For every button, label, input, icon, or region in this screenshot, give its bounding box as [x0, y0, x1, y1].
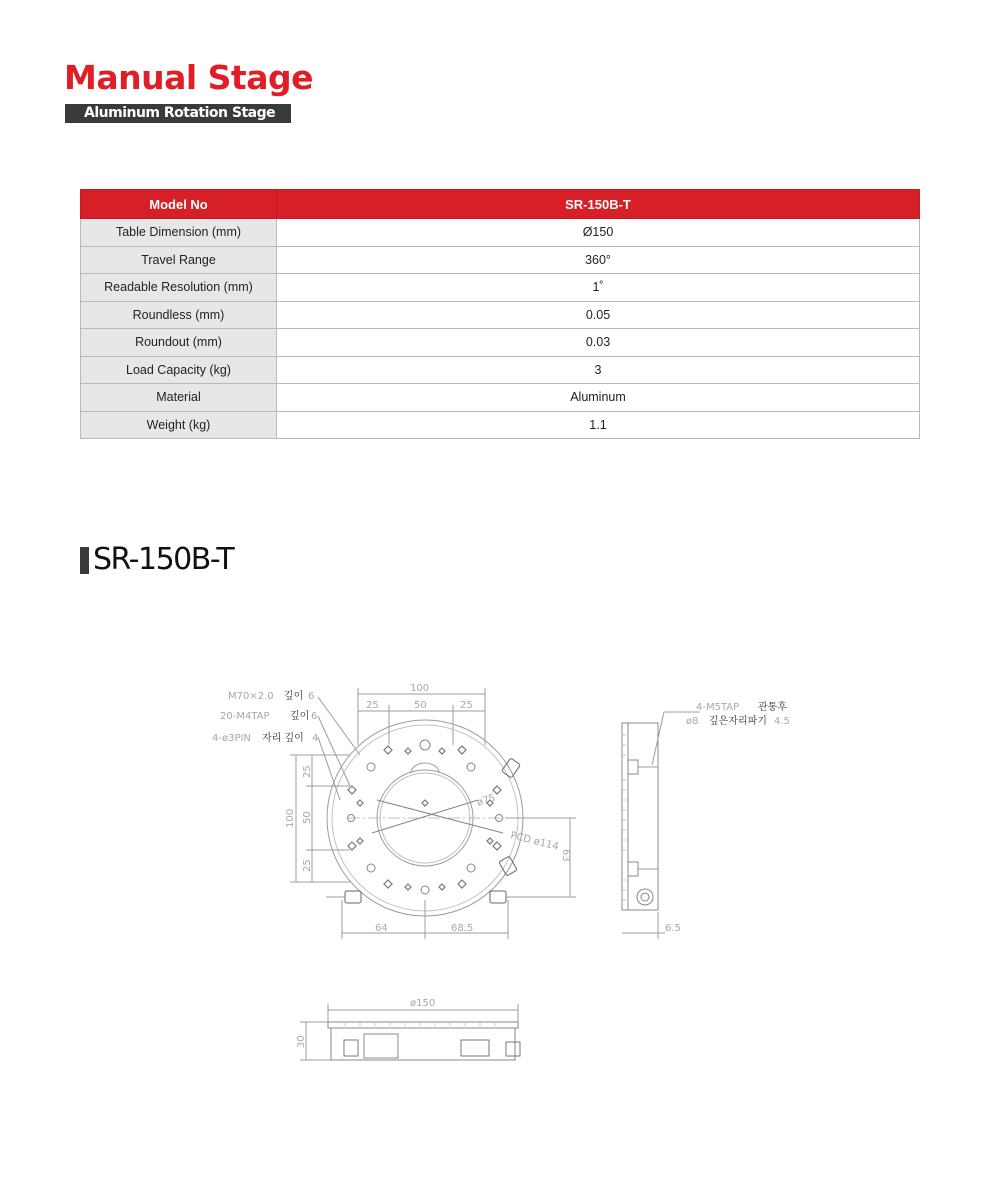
knob: [490, 891, 506, 903]
knob: [345, 891, 361, 903]
side-knob: [628, 760, 638, 774]
header-label-cell: Model No: [81, 190, 277, 219]
dim-top-right: 25: [460, 700, 473, 711]
note-pin-depth: 4: [312, 733, 319, 744]
side-body: [628, 723, 658, 910]
front-top-plate: [328, 1022, 518, 1028]
side-hole: [637, 889, 653, 905]
dim-inner-dia: ø75: [475, 792, 497, 809]
dim-bottom-height: 30: [296, 1035, 307, 1048]
header-value-cell: SR-150B-T: [277, 190, 920, 219]
dim-left-top: 25: [302, 765, 313, 778]
dim-top-total: 100: [410, 683, 430, 694]
dim-bottom-right: 68.5: [451, 923, 474, 934]
dim-right-v: 63: [560, 849, 571, 862]
hole: [420, 740, 430, 750]
row-value: 0.03: [277, 329, 920, 357]
dim-left-bottom: 25: [302, 859, 313, 872]
hole: [467, 763, 475, 771]
note-cb-depth: 4.5: [774, 716, 790, 727]
note-m5-code: 4-M5TAP: [696, 702, 740, 713]
front-knob: [506, 1042, 520, 1056]
row-value: 3: [277, 356, 920, 384]
hole: [367, 763, 375, 771]
dim-side: 6.5: [665, 923, 681, 934]
row-value: 360°: [277, 246, 920, 274]
note-cb-kr: 깊은자리파기: [709, 716, 767, 727]
row-label: Readable Resolution (mm): [81, 274, 277, 302]
row-value: Ø150: [277, 219, 920, 247]
note-leader: [318, 697, 360, 755]
dim-pcd: PCD ø114: [509, 830, 560, 853]
row-value: 1˚: [277, 274, 920, 302]
front-body: [331, 1028, 515, 1060]
row-value: 1.1: [277, 411, 920, 439]
side-hole-inner: [641, 893, 649, 901]
dim-left-total: 100: [285, 808, 296, 828]
hole: [467, 864, 475, 872]
section-heading-text: SR-150B-T: [93, 542, 234, 577]
note-m70-depth: 6: [308, 691, 315, 702]
row-label: Travel Range: [81, 246, 277, 274]
note-m70-kr: 깊이: [284, 691, 304, 702]
dim-bottom-left: 64: [375, 923, 388, 934]
row-label: Table Dimension (mm): [81, 219, 277, 247]
row-label: Roundless (mm): [81, 301, 277, 329]
dia-leader: [372, 800, 478, 833]
row-value: 0.05: [277, 301, 920, 329]
dim-top-mid: 50: [414, 700, 427, 711]
row-label: Material: [81, 384, 277, 412]
note-m4-code: 20-M4TAP: [220, 711, 270, 722]
front-block: [364, 1034, 398, 1058]
note-pin-code: 4-ø3PIN: [212, 733, 251, 744]
hole: [421, 886, 429, 894]
dim-top-left: 25: [366, 700, 379, 711]
note-m70-code: M70×2.0: [228, 691, 274, 702]
row-label: Load Capacity (kg): [81, 356, 277, 384]
row-label: Weight (kg): [81, 411, 277, 439]
front-micrometer: [461, 1040, 489, 1056]
row-label: Roundout (mm): [81, 329, 277, 357]
note-leader: [318, 737, 340, 800]
dim-bottom-dia: ø150: [410, 998, 436, 1009]
note-m4-kr: 깊이: [290, 711, 310, 722]
front-knob: [344, 1040, 358, 1056]
note-m4-depth: 6: [311, 711, 318, 722]
note-m5-kr: 관통후: [758, 702, 787, 713]
page-title: Manual Stage: [64, 58, 313, 97]
side-scale: [622, 723, 628, 910]
page-subtitle: Aluminum Rotation Stage: [65, 104, 291, 123]
row-value: Aluminum: [277, 384, 920, 412]
dim-left-mid: 50: [302, 811, 313, 824]
note-pin-kr: 자리 깊이: [262, 733, 304, 744]
side-knob: [628, 862, 638, 876]
note-cb-code: ø8: [686, 716, 699, 727]
hole: [367, 864, 375, 872]
